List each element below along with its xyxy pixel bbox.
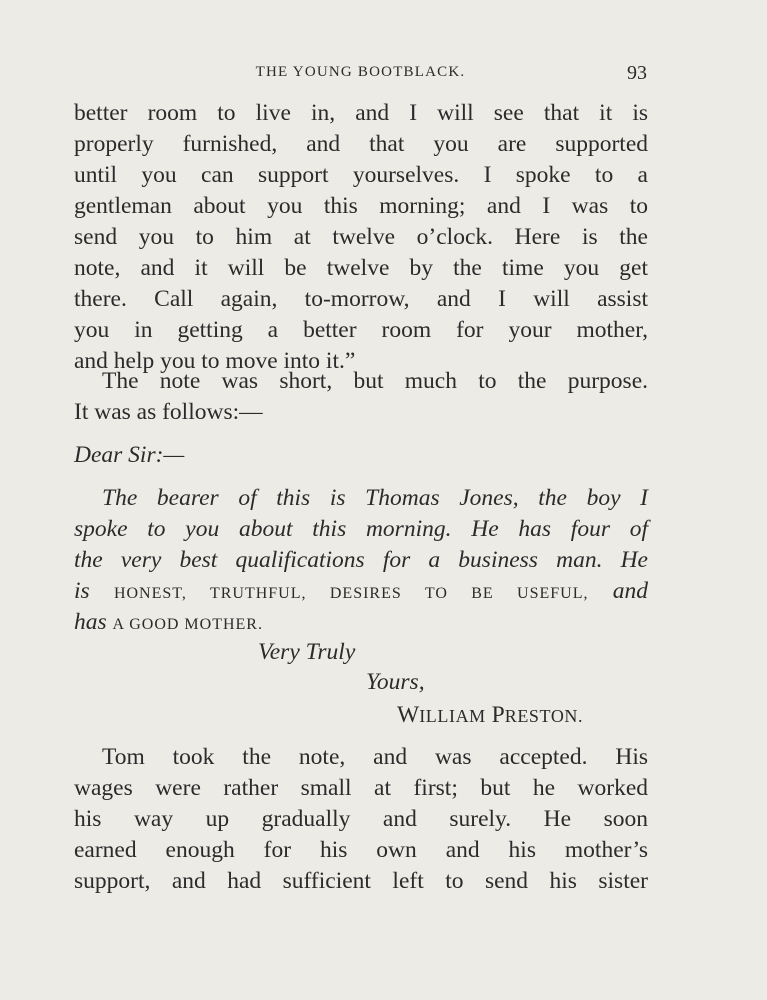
text-line: better room to live in, and I will see that it is bbox=[74, 100, 648, 126]
text-line: there. Call again, to-morrow, and I will assist bbox=[74, 286, 648, 312]
letter-qualities: HONEST, TRUTHFUL, DESIRES TO BE USEFUL, bbox=[113, 585, 589, 602]
letter-word: is bbox=[74, 578, 90, 604]
letter-line: spoke to you about this morning. He has four of bbox=[74, 516, 648, 542]
text-line: send you to him at twelve o’clock. Here is the bbox=[74, 224, 648, 250]
text-line: Tom took the note, and was accepted. His bbox=[102, 744, 648, 770]
letter-line: the very best qualifications for a business man. He bbox=[74, 547, 648, 573]
text-line: his way up gradually and surely. He soon bbox=[74, 806, 648, 832]
page-number: 93 bbox=[627, 62, 647, 84]
text-line: and help you to move into it.” bbox=[74, 348, 356, 374]
text-line: you in getting a better room for your mother, bbox=[74, 317, 648, 343]
text-line: earned enough for his own and his mother’s bbox=[74, 837, 648, 863]
letter-signature bbox=[397, 700, 583, 732]
letter-salutation: Dear Sir:— bbox=[74, 442, 185, 468]
letter-line bbox=[74, 607, 263, 640]
text-line: It was as follows:— bbox=[74, 399, 263, 425]
signature-rest: RESTON. bbox=[504, 706, 584, 726]
letter-line bbox=[74, 576, 648, 607]
text-line: wages were rather small at first; but he worked bbox=[74, 775, 648, 801]
signature-initial: W bbox=[397, 702, 420, 728]
letter-closing: Yours, bbox=[366, 669, 425, 695]
letter-mother: A GOOD MOTHER. bbox=[112, 616, 263, 633]
signature-rest: ILLIAM bbox=[419, 706, 486, 726]
running-head bbox=[74, 62, 647, 88]
text-line: note, and it will be twelve by the time you get bbox=[74, 255, 648, 281]
running-title: THE YOUNG BOOTBLACK. bbox=[255, 64, 466, 80]
letter-closing: Very Truly bbox=[258, 639, 356, 665]
signature-initial: P bbox=[491, 702, 505, 728]
letter-line: The bearer of this is Thomas Jones, the boy I bbox=[102, 485, 648, 511]
text-line: gentleman about you this morning; and I was to bbox=[74, 193, 648, 219]
text-line: until you can support yourselves. I spoke to a bbox=[74, 162, 648, 188]
text-line: properly furnished, and that you are supported bbox=[74, 131, 648, 157]
text-line: support, and had sufficient left to send his sister bbox=[74, 868, 648, 894]
letter-word: and bbox=[612, 578, 649, 604]
letter-word: has bbox=[74, 609, 107, 635]
text-line: The note was short, but much to the purpose. bbox=[102, 368, 648, 394]
